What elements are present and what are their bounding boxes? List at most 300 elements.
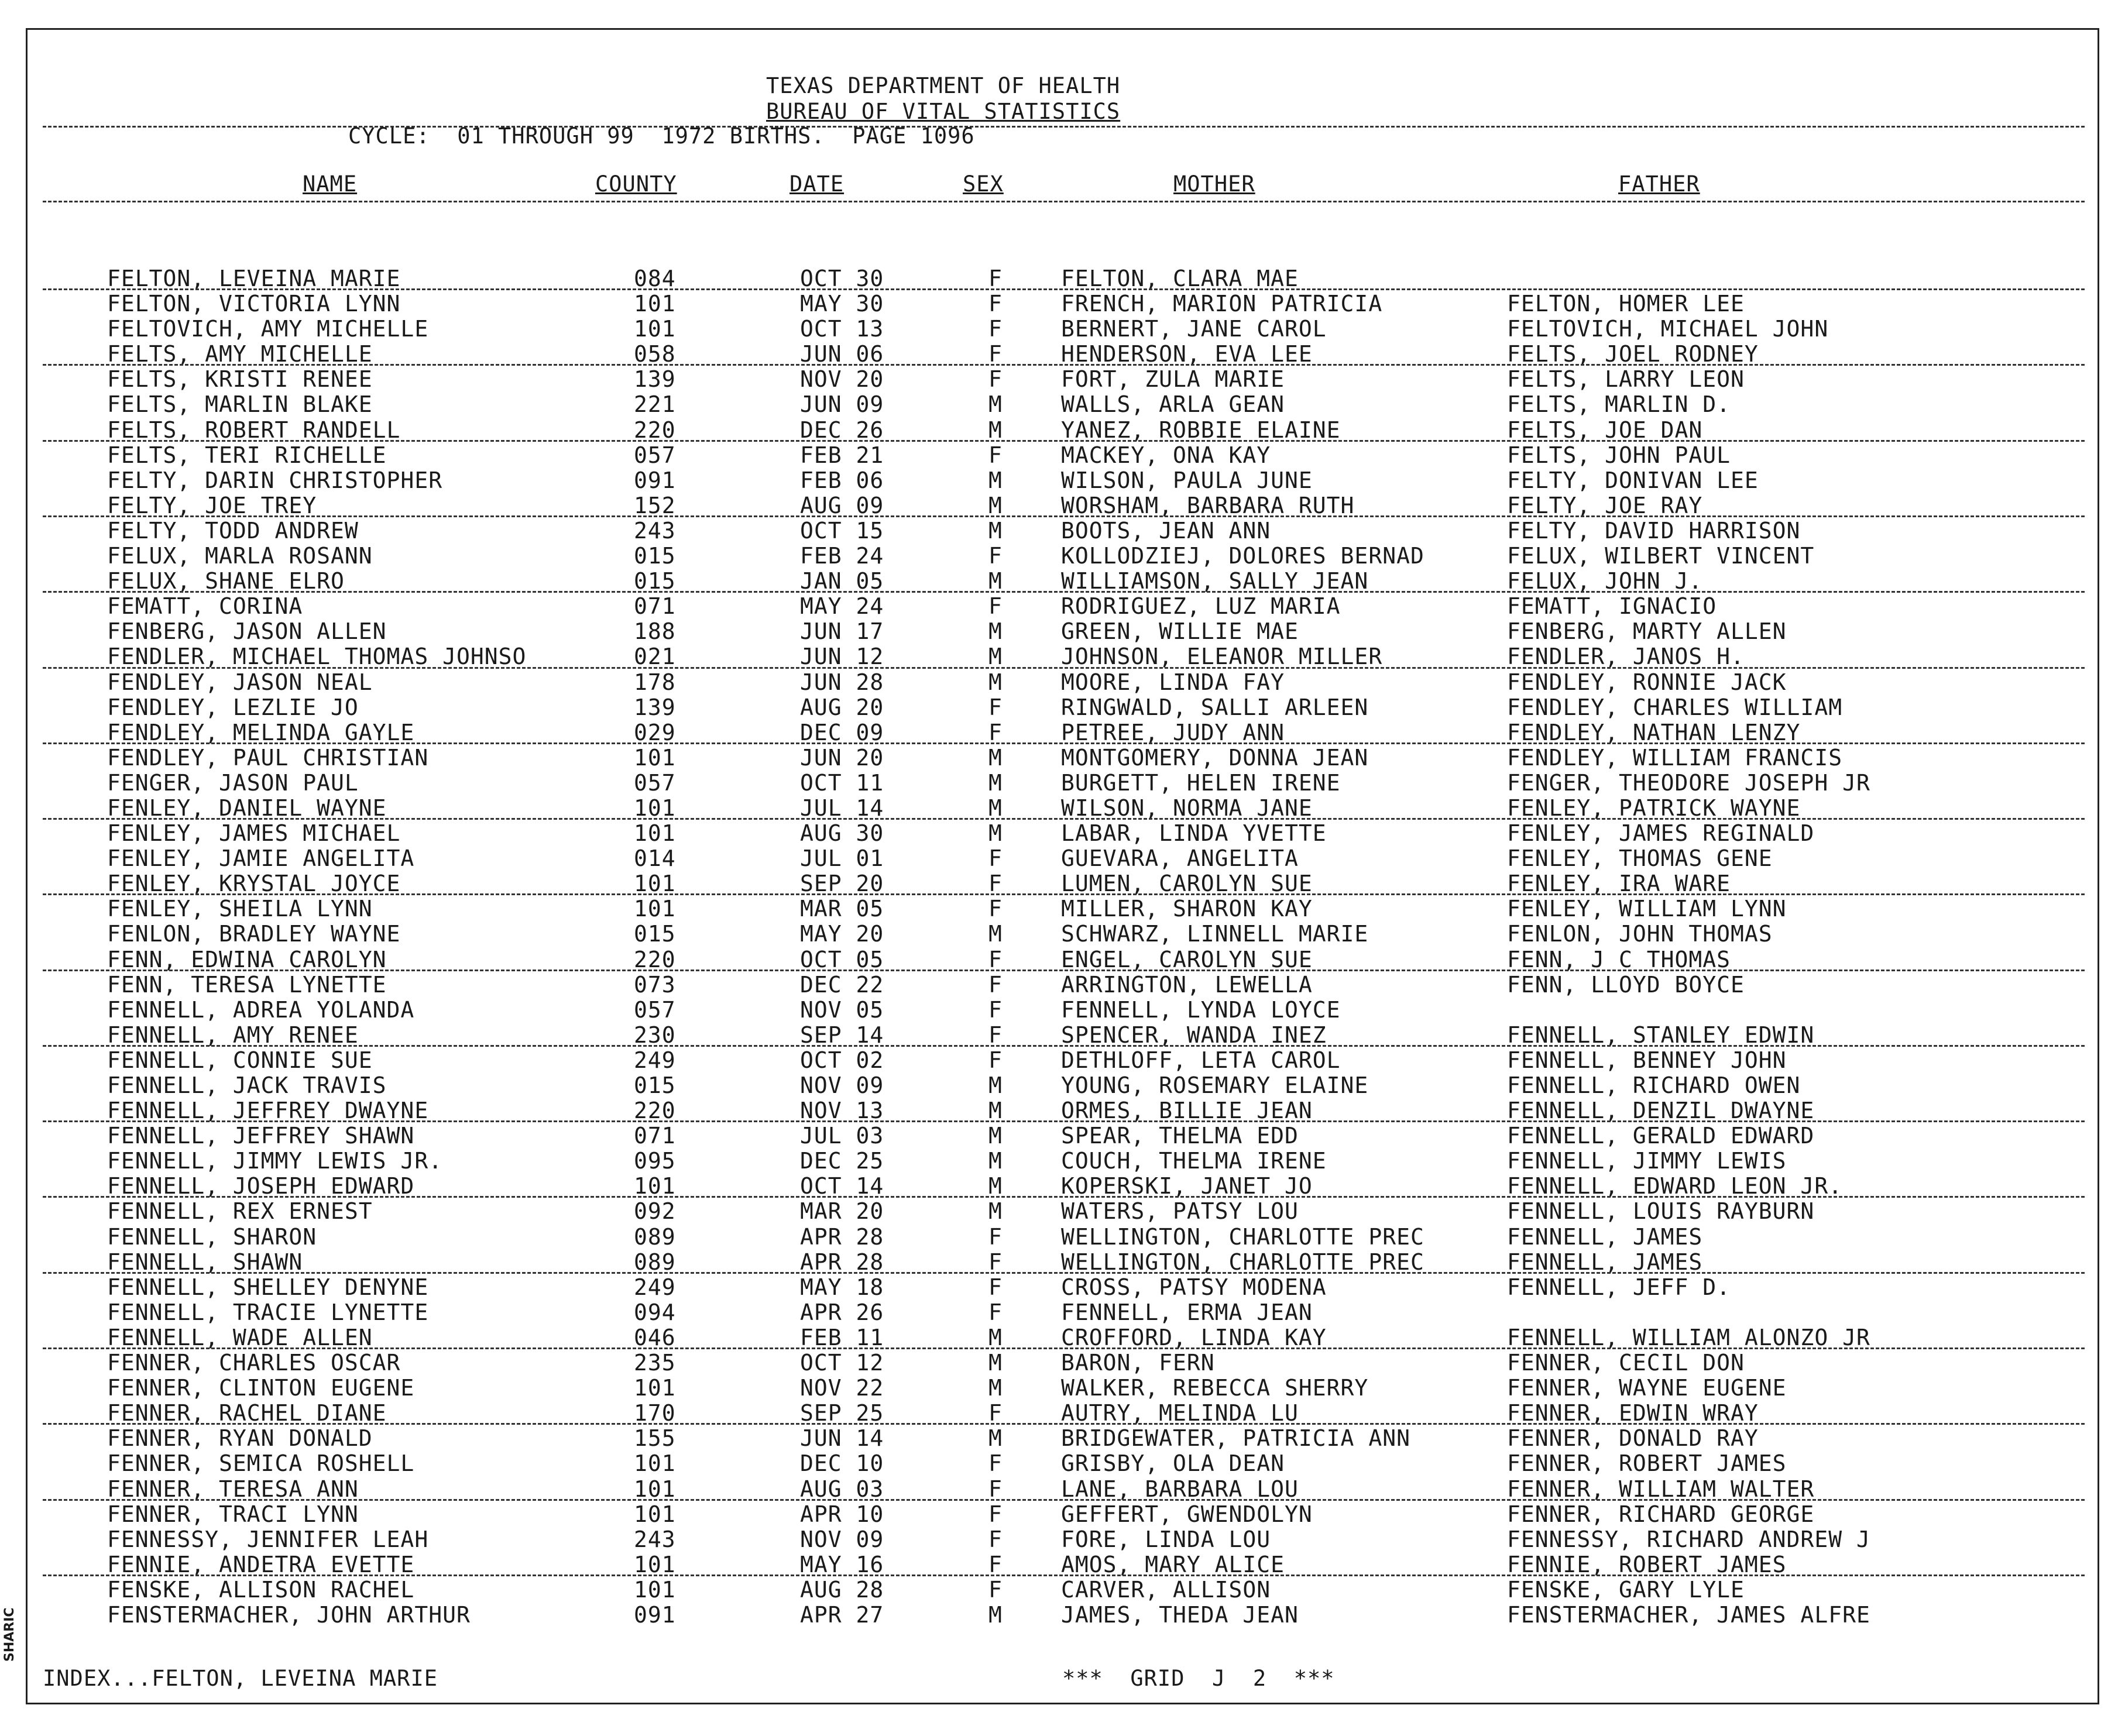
record-date: DEC 26 <box>800 417 884 443</box>
record-name: FENSKE, ALLISON RACHEL <box>107 1576 415 1603</box>
record-row <box>28 670 2098 695</box>
record-sex: F <box>988 341 1003 367</box>
record-county: 139 <box>634 694 676 720</box>
record-father: FENGER, THEODORE JOSEPH JR <box>1507 769 1870 796</box>
record-name: FENDLEY, JASON NEAL <box>107 669 373 695</box>
record-father: FENNELL, LOUIS RAYBURN <box>1507 1198 1815 1225</box>
record-father: FENNELL, EDWARD LEON JR. <box>1507 1173 1843 1199</box>
record-sex: F <box>988 1274 1003 1300</box>
record-sex: F <box>988 996 1003 1023</box>
record-sex: F <box>988 543 1003 569</box>
record-date: JUL 01 <box>800 845 884 872</box>
record-row <box>28 1502 2098 1527</box>
record-father: FENNELL, JEFF D. <box>1507 1274 1731 1300</box>
record-father: FENDLER, JANOS H. <box>1507 644 1745 670</box>
record-county: 057 <box>634 442 676 468</box>
record-county: 029 <box>634 719 676 745</box>
record-sex: F <box>988 896 1003 922</box>
record-mother: COUCH, THELMA IRENE <box>1061 1148 1327 1174</box>
record-row <box>28 291 2098 317</box>
record-mother: JAMES, THEDA JEAN <box>1061 1601 1299 1628</box>
record-date: OCT 13 <box>800 316 884 342</box>
record-county: 221 <box>634 391 676 418</box>
record-county: 220 <box>634 417 676 443</box>
record-mother: SPEAR, THELMA EDD <box>1061 1123 1299 1149</box>
record-name: FELTY, JOE TREY <box>107 492 317 518</box>
record-sex: F <box>988 316 1003 342</box>
record-mother: SPENCER, WANDA INEZ <box>1061 1022 1327 1048</box>
record-row <box>28 1401 2098 1426</box>
record-sex: M <box>988 568 1003 594</box>
record-sex: M <box>988 820 1003 847</box>
record-county: 152 <box>634 492 676 518</box>
record-sex: M <box>988 1173 1003 1199</box>
record-mother: CROSS, PATSY MODENA <box>1061 1274 1327 1300</box>
record-mother: KOLLODZIEJ, DOLORES BERNAD <box>1061 543 1424 569</box>
record-mother: WILSON, PAULA JUNE <box>1061 467 1313 493</box>
record-row <box>28 1350 2098 1376</box>
cycle-line: CYCLE: 01 THROUGH 99 1972 BIRTHS. PAGE 1096 <box>348 123 975 149</box>
record-mother: MILLER, SHARON KAY <box>1061 896 1313 922</box>
record-row <box>28 1123 2098 1149</box>
record-row <box>28 1073 2098 1098</box>
record-name: FELTS, MARLIN BLAKE <box>107 391 373 418</box>
record-row <box>28 392 2098 417</box>
record-county: 014 <box>634 845 676 872</box>
record-row <box>28 1199 2098 1224</box>
record-mother: BRIDGEWATER, PATRICIA ANN <box>1061 1425 1410 1452</box>
record-date: APR 26 <box>800 1299 884 1325</box>
record-mother: FELTON, CLARA MAE <box>1061 266 1299 291</box>
record-county: 084 <box>634 266 676 291</box>
record-mother: MOORE, LINDA FAY <box>1061 669 1285 695</box>
record-date: SEP 25 <box>800 1400 884 1426</box>
record-row <box>28 493 2098 518</box>
record-county: 101 <box>634 291 676 317</box>
record-date: AUG 28 <box>800 1576 884 1603</box>
record-mother: FORE, LINDA LOU <box>1061 1526 1271 1552</box>
record-row <box>28 1098 2098 1123</box>
record-row <box>28 896 2098 922</box>
record-father: FENNER, DONALD RAY <box>1507 1425 1759 1452</box>
record-date: FEB 06 <box>800 467 884 493</box>
record-father: FENNELL, JIMMY LEWIS <box>1507 1148 1787 1174</box>
record-mother: FORT, ZULA MARIE <box>1061 366 1285 393</box>
record-sex: M <box>988 921 1003 947</box>
record-name: FELTON, LEVEINA MARIE <box>107 266 401 291</box>
record-father: FELTY, DONIVAN LEE <box>1507 467 1759 493</box>
record-date: APR 27 <box>800 1601 884 1628</box>
record-date: JUN 06 <box>800 341 884 367</box>
record-mother: BURGETT, HELEN IRENE <box>1061 769 1341 796</box>
record-county: 178 <box>634 669 676 695</box>
record-date: NOV 22 <box>800 1375 884 1401</box>
record-sex: F <box>988 719 1003 745</box>
record-mother: AMOS, MARY ALICE <box>1061 1551 1285 1577</box>
record-father: FENNELL, RICHARD OWEN <box>1507 1072 1801 1098</box>
record-sex: F <box>988 871 1003 897</box>
record-mother: LUMEN, CAROLYN SUE <box>1061 871 1313 897</box>
record-date: AUG 30 <box>800 820 884 847</box>
record-row <box>28 418 2098 443</box>
index-line: INDEX...FELTON, LEVEINA MARIE <box>43 1666 438 1691</box>
bureau-title: BUREAU OF VITAL STATISTICS <box>766 99 1121 124</box>
record-mother: GRISBY, OLA DEAN <box>1061 1450 1285 1477</box>
record-sex: M <box>988 1350 1003 1376</box>
column-header-father: FATHER <box>1618 171 1700 197</box>
record-date: FEB 21 <box>800 442 884 468</box>
record-date: MAY 18 <box>800 1274 884 1300</box>
record-row <box>28 1325 2098 1350</box>
record-county: 091 <box>634 467 676 493</box>
record-name: FENNELL, JIMMY LEWIS JR. <box>107 1148 443 1174</box>
record-row <box>28 644 2098 669</box>
record-row <box>28 1477 2098 1502</box>
record-mother: KOPERSKI, JANET JO <box>1061 1173 1313 1199</box>
record-sex: F <box>988 1047 1003 1073</box>
record-county: 101 <box>634 1551 676 1577</box>
record-mother: WELLINGTON, CHARLOTTE PREC <box>1061 1223 1424 1250</box>
record-name: FENLEY, KRYSTAL JOYCE <box>107 871 401 897</box>
record-county: 249 <box>634 1274 676 1300</box>
record-row <box>28 317 2098 342</box>
record-father: FENSKE, GARY LYLE <box>1507 1576 1745 1603</box>
record-county: 101 <box>634 1501 676 1527</box>
record-county: 094 <box>634 1299 676 1325</box>
record-mother: FENNELL, LYNDA LOYCE <box>1061 996 1341 1023</box>
side-label: SHARIC <box>2 1607 17 1662</box>
record-county: 101 <box>634 1375 676 1401</box>
record-name: FENDLER, MICHAEL THOMAS JOHNSO <box>107 644 527 670</box>
record-name: FENNELL, JOSEPH EDWARD <box>107 1173 415 1199</box>
record-father: FENNELL, JAMES <box>1507 1223 1703 1250</box>
record-name: FENBERG, JASON ALLEN <box>107 618 387 645</box>
record-sex: M <box>988 1601 1003 1628</box>
record-father: FENN, LLOYD BOYCE <box>1507 971 1745 998</box>
record-father: FELTY, JOE RAY <box>1507 492 1703 518</box>
record-sex: F <box>988 1526 1003 1552</box>
record-father: FENNELL, DENZIL DWAYNE <box>1507 1098 1815 1124</box>
record-mother: CARVER, ALLISON <box>1061 1576 1271 1603</box>
record-father: FELTS, JOHN PAUL <box>1507 442 1731 468</box>
record-row <box>28 1451 2098 1476</box>
record-date: MAY 24 <box>800 593 884 620</box>
column-header-sex: SEX <box>963 171 1004 197</box>
record-date: DEC 09 <box>800 719 884 745</box>
record-father: FENDLEY, CHARLES WILLIAM <box>1507 694 1843 720</box>
record-date: OCT 02 <box>800 1047 884 1073</box>
record-row <box>28 1275 2098 1300</box>
record-date: NOV 09 <box>800 1526 884 1552</box>
record-name: FELTS, AMY MICHELLE <box>107 341 373 367</box>
record-mother: RINGWALD, SALLI ARLEEN <box>1061 694 1369 720</box>
record-county: 089 <box>634 1223 676 1250</box>
record-name: FENNELL, REX ERNEST <box>107 1198 373 1225</box>
record-date: AUG 03 <box>800 1476 884 1502</box>
record-row <box>28 266 2098 291</box>
record-mother: GUEVARA, ANGELITA <box>1061 845 1299 872</box>
record-name: FENNER, TERESA ANN <box>107 1476 359 1502</box>
record-father: FENNESSY, RICHARD ANDREW J <box>1507 1526 1870 1552</box>
record-father: FELTS, MARLIN D. <box>1507 391 1731 418</box>
record-county: 170 <box>634 1400 676 1426</box>
record-father: FENNELL, STANLEY EDWIN <box>1507 1022 1815 1048</box>
record-name: FENNELL, AMY RENEE <box>107 1022 359 1048</box>
record-sex: M <box>988 1123 1003 1149</box>
record-name: FENNER, RACHEL DIANE <box>107 1400 387 1426</box>
record-date: OCT 05 <box>800 946 884 972</box>
record-county: 101 <box>634 744 676 771</box>
record-name: FENSTERMACHER, JOHN ARTHUR <box>107 1601 471 1628</box>
record-sex: F <box>988 1299 1003 1325</box>
record-sex: F <box>988 1400 1003 1426</box>
record-row <box>28 1300 2098 1325</box>
record-name: FEMATT, CORINA <box>107 593 303 620</box>
record-date: NOV 20 <box>800 366 884 393</box>
record-name: FELTY, TODD ANDREW <box>107 517 359 544</box>
record-date: OCT 11 <box>800 769 884 796</box>
record-date: SEP 20 <box>800 871 884 897</box>
record-sex: F <box>988 694 1003 720</box>
record-date: NOV 05 <box>800 996 884 1023</box>
record-date: JUN 09 <box>800 391 884 418</box>
record-name: FENNELL, JEFFREY DWAYNE <box>107 1098 429 1124</box>
record-row <box>28 922 2098 947</box>
record-father: FENNELL, BENNEY JOHN <box>1507 1047 1787 1073</box>
record-county: 046 <box>634 1324 676 1350</box>
record-row <box>28 1048 2098 1073</box>
record-father: FENDLEY, WILLIAM FRANCIS <box>1507 744 1843 771</box>
record-name: FENNELL, ADREA YOLANDA <box>107 996 415 1023</box>
record-mother: FENNELL, ERMA JEAN <box>1061 1299 1313 1325</box>
record-mother: HENDERSON, EVA LEE <box>1061 341 1313 367</box>
column-header-date: DATE <box>789 171 845 197</box>
record-county: 015 <box>634 921 676 947</box>
record-county: 021 <box>634 644 676 670</box>
record-name: FENLEY, SHEILA LYNN <box>107 896 373 922</box>
record-sex: F <box>988 266 1003 291</box>
record-date: FEB 11 <box>800 1324 884 1350</box>
record-father: FENLEY, WILLIAM LYNN <box>1507 896 1787 922</box>
record-mother: WELLINGTON, CHARLOTTE PREC <box>1061 1249 1424 1275</box>
record-date: AUG 20 <box>800 694 884 720</box>
record-mother: GREEN, WILLIE MAE <box>1061 618 1299 645</box>
record-row <box>28 821 2098 846</box>
record-county: 092 <box>634 1198 676 1225</box>
record-father: FENNER, CECIL DON <box>1507 1350 1745 1376</box>
record-county: 101 <box>634 1173 676 1199</box>
record-date: JUN 12 <box>800 644 884 670</box>
department-title: TEXAS DEPARTMENT OF HEALTH <box>766 73 1121 98</box>
record-sex: F <box>988 1022 1003 1048</box>
record-mother: ARRINGTON, LEWELLA <box>1061 971 1313 998</box>
record-mother: GEFFERT, GWENDOLYN <box>1061 1501 1313 1527</box>
record-mother: WORSHAM, BARBARA RUTH <box>1061 492 1355 518</box>
record-row <box>28 1577 2098 1603</box>
record-sex: M <box>988 391 1003 418</box>
record-county: 220 <box>634 946 676 972</box>
record-date: JUN 28 <box>800 669 884 695</box>
record-date: APR 10 <box>800 1501 884 1527</box>
record-row <box>28 695 2098 720</box>
record-date: JUN 17 <box>800 618 884 645</box>
record-name: FENDLEY, MELINDA GAYLE <box>107 719 415 745</box>
record-date: MAY 16 <box>800 1551 884 1577</box>
record-father: FEMATT, IGNACIO <box>1507 593 1717 620</box>
document-page <box>26 28 2099 1704</box>
record-sex: M <box>988 618 1003 645</box>
record-sex: F <box>988 1551 1003 1577</box>
record-sex: M <box>988 1072 1003 1098</box>
record-county: 155 <box>634 1425 676 1452</box>
record-row <box>28 1603 2098 1628</box>
record-date: FEB 24 <box>800 543 884 569</box>
record-county: 071 <box>634 1123 676 1149</box>
record-sex: F <box>988 1476 1003 1502</box>
record-name: FENLEY, JAMIE ANGELITA <box>107 845 415 872</box>
record-name: FENNELL, CONNIE SUE <box>107 1047 373 1073</box>
record-sex: M <box>988 795 1003 821</box>
record-father: FELTS, LARRY LEON <box>1507 366 1745 393</box>
record-sex: M <box>988 1198 1003 1225</box>
record-father: FENLEY, THOMAS GENE <box>1507 845 1773 872</box>
record-father: FENDLEY, NATHAN LENZY <box>1507 719 1801 745</box>
record-sex: M <box>988 669 1003 695</box>
record-county: 101 <box>634 896 676 922</box>
record-name: FENNELL, JACK TRAVIS <box>107 1072 387 1098</box>
record-row <box>28 468 2098 493</box>
record-date: NOV 13 <box>800 1098 884 1124</box>
record-date: DEC 10 <box>800 1450 884 1477</box>
record-mother: LABAR, LINDA YVETTE <box>1061 820 1327 847</box>
record-county: 015 <box>634 1072 676 1098</box>
record-sex: M <box>988 492 1003 518</box>
record-mother: YANEZ, ROBBIE ELAINE <box>1061 417 1341 443</box>
record-father: FENNIE, ROBERT JAMES <box>1507 1551 1787 1577</box>
record-row <box>28 947 2098 972</box>
record-name: FELTOVICH, AMY MICHELLE <box>107 316 429 342</box>
record-mother: ORMES, BILLIE JEAN <box>1061 1098 1313 1124</box>
record-county: 230 <box>634 1022 676 1048</box>
record-mother: BOOTS, JEAN ANN <box>1061 517 1271 544</box>
record-name: FELTON, VICTORIA LYNN <box>107 291 401 317</box>
records-list <box>28 266 2098 1628</box>
record-mother: YOUNG, ROSEMARY ELAINE <box>1061 1072 1369 1098</box>
record-date: AUG 09 <box>800 492 884 518</box>
record-father: FENLEY, IRA WARE <box>1507 871 1731 897</box>
record-row <box>28 871 2098 896</box>
column-header-name: NAME <box>303 171 358 197</box>
record-county: 220 <box>634 1098 676 1124</box>
record-sex: F <box>988 946 1003 972</box>
record-row <box>28 619 2098 644</box>
record-father: FELTS, JOEL RODNEY <box>1507 341 1759 367</box>
record-date: OCT 14 <box>800 1173 884 1199</box>
record-row <box>28 796 2098 821</box>
record-father: FENNER, RICHARD GEORGE <box>1507 1501 1815 1527</box>
record-sex: F <box>988 971 1003 998</box>
record-row <box>28 846 2098 871</box>
record-sex: M <box>988 744 1003 771</box>
record-name: FENDLEY, LEZLIE JO <box>107 694 359 720</box>
record-row <box>28 1376 2098 1401</box>
record-father: FENLEY, PATRICK WAYNE <box>1507 795 1801 821</box>
record-county: 058 <box>634 341 676 367</box>
record-father: FENNER, ROBERT JAMES <box>1507 1450 1787 1477</box>
record-mother: ENGEL, CAROLYN SUE <box>1061 946 1313 972</box>
record-name: FENNER, CLINTON EUGENE <box>107 1375 415 1401</box>
record-name: FELTS, KRISTI RENEE <box>107 366 373 393</box>
record-sex: M <box>988 517 1003 544</box>
record-date: JUL 14 <box>800 795 884 821</box>
record-row <box>28 594 2098 619</box>
record-name: FELUX, SHANE ELRO <box>107 568 345 594</box>
record-mother: MACKEY, ONA KAY <box>1061 442 1271 468</box>
record-row <box>28 443 2098 468</box>
record-father: FENBERG, MARTY ALLEN <box>1507 618 1787 645</box>
record-date: DEC 22 <box>800 971 884 998</box>
record-mother: WALKER, REBECCA SHERRY <box>1061 1375 1369 1401</box>
record-sex: M <box>988 467 1003 493</box>
record-row <box>28 1174 2098 1199</box>
record-county: 101 <box>634 1476 676 1502</box>
record-row <box>28 569 2098 594</box>
record-name: FELUX, MARLA ROSANN <box>107 543 373 569</box>
record-mother: PETREE, JUDY ANN <box>1061 719 1285 745</box>
record-father: FELUX, WILBERT VINCENT <box>1507 543 1815 569</box>
record-name: FENNESSY, JENNIFER LEAH <box>107 1526 429 1552</box>
record-name: FENNELL, TRACIE LYNETTE <box>107 1299 429 1325</box>
column-header-county: COUNTY <box>595 171 677 197</box>
record-county: 015 <box>634 568 676 594</box>
record-father: FENNER, WILLIAM WALTER <box>1507 1476 1815 1502</box>
record-sex: F <box>988 845 1003 872</box>
record-county: 073 <box>634 971 676 998</box>
record-mother: BARON, FERN <box>1061 1350 1215 1376</box>
record-date: MAY 30 <box>800 291 884 317</box>
record-row <box>28 1552 2098 1577</box>
record-father: FENNER, EDWIN WRAY <box>1507 1400 1759 1426</box>
record-name: FENNER, SEMICA ROSHELL <box>107 1450 415 1477</box>
record-date: MAY 20 <box>800 921 884 947</box>
record-sex: F <box>988 1450 1003 1477</box>
record-father: FENNELL, JAMES <box>1507 1249 1703 1275</box>
record-name: FENNIE, ANDETRA EVETTE <box>107 1551 415 1577</box>
record-row <box>28 1250 2098 1275</box>
record-name: FELTY, DARIN CHRISTOPHER <box>107 467 443 493</box>
record-father: FELTOVICH, MICHAEL JOHN <box>1507 316 1829 342</box>
record-county: 243 <box>634 517 676 544</box>
record-county: 235 <box>634 1350 676 1376</box>
record-sex: F <box>988 366 1003 393</box>
record-mother: JOHNSON, ELEANOR MILLER <box>1061 644 1383 670</box>
record-name: FENLEY, DANIEL WAYNE <box>107 795 387 821</box>
record-county: 091 <box>634 1601 676 1628</box>
record-county: 101 <box>634 316 676 342</box>
grid-marker: *** GRID J 2 *** <box>1062 1666 1335 1691</box>
record-county: 015 <box>634 543 676 569</box>
record-sex: M <box>988 644 1003 670</box>
record-father: FENNELL, GERALD EDWARD <box>1507 1123 1815 1149</box>
record-date: DEC 25 <box>800 1148 884 1174</box>
record-father: FENSTERMACHER, JAMES ALFRE <box>1507 1601 1870 1628</box>
record-row <box>28 544 2098 569</box>
record-row <box>28 367 2098 392</box>
record-sex: F <box>988 1249 1003 1275</box>
record-sex: F <box>988 442 1003 468</box>
record-mother: WATERS, PATSY LOU <box>1061 1198 1299 1225</box>
record-county: 101 <box>634 1450 676 1477</box>
